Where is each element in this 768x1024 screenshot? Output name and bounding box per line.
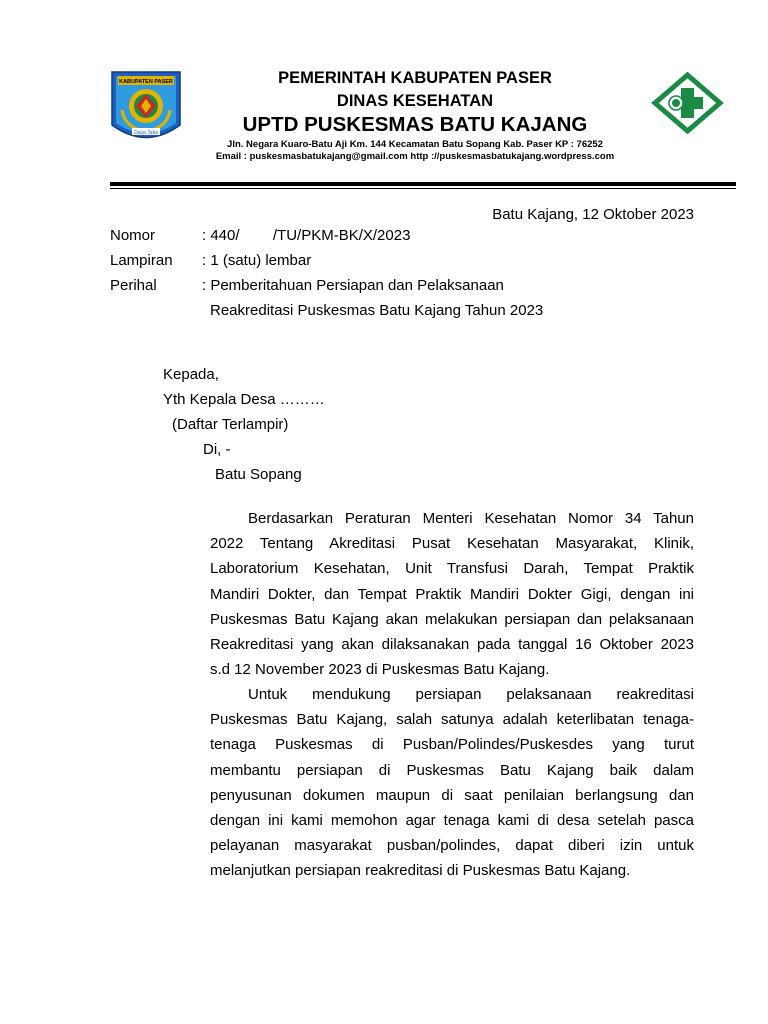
paragraph-line: 2022 Tentang Akreditasi Pusat Kesehatan Masyarakat, Klinik, — [210, 535, 694, 553]
paragraph-line: Berdasarkan Peraturan Menteri Kesehatan Nomor 34 Tahun — [248, 510, 694, 527]
paragraph-line: Puskesmas Batu Kajang akan melakukan persiapan dan pelaksanaan — [210, 610, 694, 628]
nomor-value: : 440/ /TU/PKM-BK/X/2023 — [202, 227, 411, 244]
recipient-place: Batu Sopang — [215, 466, 302, 483]
perihal-value: : Pemberitahuan Persiapan dan Pelaksanaan — [202, 277, 504, 294]
recipient-di: Di, - — [203, 441, 231, 458]
paragraph-line: dengan ini kami memohon agar tenaga kami di desa setelah pasca — [210, 811, 694, 829]
paragraph-line: Puskesmas Batu Kajang, salah satunya adalah keterlibatan tenaga- — [210, 711, 694, 729]
lampiran-value: : 1 (satu) lembar — [202, 252, 312, 269]
recipient-to: Yth Kepala Desa ……… — [163, 391, 325, 408]
place-date: Batu Kajang, 12 Oktober 2023 — [492, 206, 694, 223]
header-contact: Email : puskesmasbatukajang@gmail.com http ://puskesmasbatukajang.wordpress.com — [215, 151, 615, 162]
body-paragraph-1 — [210, 506, 694, 682]
svg-text:Daya Taka: Daya Taka — [134, 130, 158, 136]
paragraph-line: Reakreditasi yang akan dilaksanakan pada tanggal 16 Oktober 2023 — [210, 635, 694, 653]
header-divider-thick — [110, 182, 736, 186]
paragraph-line: membantu persiapan di Puskesmas Batu Kajang baik dalam — [210, 761, 694, 779]
perihal-continuation: Reakreditasi Puskesmas Batu Kajang Tahun 2023 — [210, 302, 544, 319]
paragraph-line: tenaga Puskesmas di Pusban/Polindes/Puskesdes yang turut — [210, 736, 694, 754]
nomor-label: Nomor — [110, 227, 156, 244]
header-divider-thin — [110, 188, 736, 189]
paragraph-line: Laboratorium Kesehatan, Unit Transfusi Darah, Tempat Praktik — [210, 560, 694, 578]
body-paragraph-2 — [210, 682, 694, 884]
paragraph-line: pelayanan masyarakat pusban/polindes, dapat diberi izin untuk — [210, 837, 694, 855]
lampiran-label: Lampiran — [110, 252, 173, 269]
svg-text:KABUPATEN PASER: KABUPATEN PASER — [119, 79, 173, 85]
kabupaten-paser-logo — [110, 70, 182, 145]
paragraph-line: penyusunan dokumen maupun di saat penilaian berlangsung dan — [210, 786, 694, 804]
recipient-note: (Daftar Terlampir) — [172, 416, 289, 433]
header-department: DINAS KESEHATAN — [336, 92, 494, 110]
paragraph-line: Untuk mendukung persiapan pelaksanaan reakreditasi — [248, 686, 694, 703]
puskesmas-logo — [650, 72, 725, 134]
header-government: PEMERINTAH KABUPATEN PASER — [278, 69, 552, 87]
recipient-greeting: Kepada, — [163, 366, 219, 383]
header-address: Jln. Negara Kuaro-Batu Aji Km. 144 Kecamatan Batu Sopang Kab. Paser KP : 76252 — [227, 139, 603, 150]
header-institution: UPTD PUSKESMAS BATU KAJANG — [242, 113, 588, 136]
paragraph-line: Mandiri Dokter, dan Tempat Praktik Mandiri Dokter Gigi, dengan ini — [210, 585, 694, 603]
paragraph-line: s.d 12 November 2023 di Puskesmas Batu Kajang. — [210, 661, 550, 679]
paragraph-line: melanjutkan persiapan reakreditasi di Puskesmas Batu Kajang. — [210, 862, 631, 880]
perihal-label: Perihal — [110, 277, 157, 294]
